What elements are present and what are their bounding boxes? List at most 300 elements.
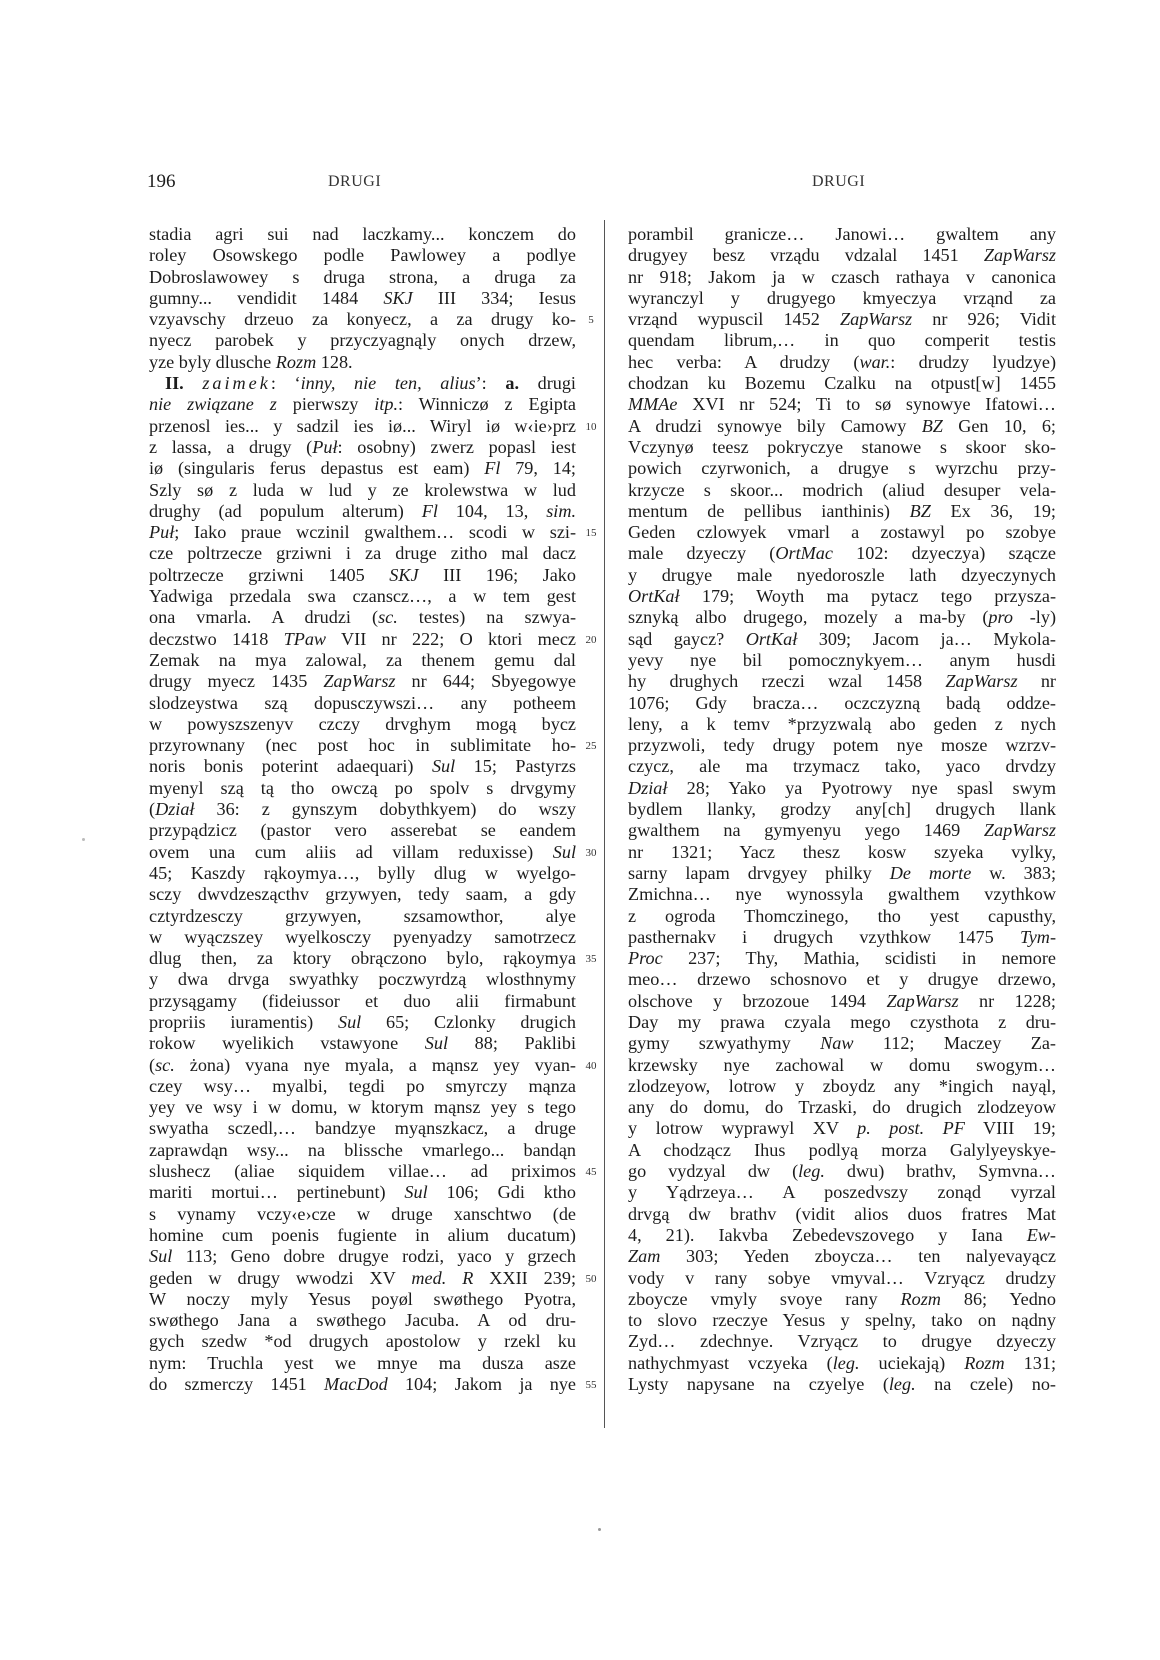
text-line	[628, 1204, 1056, 1225]
text-line	[628, 543, 1056, 564]
italic-segment: Puł	[149, 522, 175, 543]
text-line	[149, 1097, 576, 1118]
italic-segment: Tym-	[1019, 926, 1056, 947]
italic-segment: ZapWarsz	[983, 820, 1056, 841]
text-segment: zboycze vmyly svoye rany	[628, 1288, 901, 1309]
text-segment: s vynamy vczy‹e›cze w druge xanschtwo (de	[149, 1203, 576, 1224]
text-line	[628, 820, 1056, 841]
text-line	[149, 480, 576, 501]
text-segment: nr 918; Jakom ja w czasch rathaya v canonica	[628, 266, 1056, 287]
italic-segment: OrtKał	[628, 586, 680, 607]
running-head-right: DRUGI	[812, 173, 866, 190]
text-segment: drughy (ad populum alterum)	[149, 500, 422, 521]
text-line	[149, 1268, 576, 1289]
text-segment: : ‘	[270, 373, 301, 394]
text-segment: żona) vyana nye myala, a mąnsz yey vyan-	[174, 1054, 576, 1075]
text-line	[628, 480, 1056, 501]
text-line	[628, 671, 1056, 692]
text-segment: y lotrow wyprawyl XV	[628, 1118, 858, 1139]
text-segment: homine cum poenis fugiente in alium ducatum)	[149, 1224, 576, 1245]
text-segment: sąd gaycz?	[628, 628, 746, 649]
text-segment: 45; Kaszdy rąkoymya…, byllу dlug w wyelgo-	[149, 862, 576, 883]
text-line	[149, 735, 576, 756]
italic-segment: med. R	[411, 1267, 474, 1288]
italic-segment: leg.	[832, 1352, 860, 1373]
text-line	[149, 1118, 576, 1139]
text-segment: przysągamy (fideiussor et duo alii firmabunt	[149, 990, 576, 1011]
text-line	[149, 778, 576, 799]
text-line	[149, 394, 576, 415]
text-line	[628, 1055, 1056, 1076]
text-segment: 4, 21). Iakvba Zebedevszovego y Iana	[628, 1224, 1027, 1245]
text-line	[628, 1033, 1056, 1054]
text-segment: 179; Woyth ma pytacz tego przysza-	[679, 586, 1056, 607]
text-line	[628, 267, 1056, 288]
text-line	[149, 799, 576, 820]
text-segment: pierwszy	[276, 394, 375, 415]
text-segment	[184, 373, 203, 393]
text-segment: slodzeystwa szą dopusczywszi… any potheem	[149, 692, 576, 713]
bold-segment: a.	[505, 373, 519, 394]
text-line	[628, 1268, 1056, 1289]
text-line	[628, 778, 1056, 799]
text-segment: vzyavschy drzeuo za konyecz, a za drugy ko-	[149, 309, 576, 330]
text-segment: -ly)	[1013, 607, 1056, 628]
text-segment: gumny... vendidit 1484	[149, 287, 384, 308]
text-segment: geden w drugy wwodzi XV	[149, 1267, 412, 1288]
text-line	[628, 1353, 1056, 1374]
text-segment: mariti mortui… pertinebunt)	[149, 1182, 405, 1203]
text-segment: w powyszszenyv czczy drvghym mogą bycz	[149, 713, 576, 734]
text-segment: ona vmarla. A drudzi (	[149, 607, 379, 628]
italic-segment: Rozm	[900, 1288, 941, 1309]
line-number: 40	[585, 1059, 597, 1072]
text-line	[149, 756, 576, 777]
line-number: 30	[585, 846, 597, 859]
text-segment: nr 1321; Yacz thesz kosw szyeka vylky,	[628, 841, 1056, 862]
italic-segment: TPaw	[283, 628, 327, 649]
text-line	[628, 1182, 1056, 1203]
text-line	[149, 1033, 576, 1054]
italic-segment: war.	[859, 351, 891, 372]
text-segment: gymy szwyathymy	[628, 1033, 821, 1054]
text-segment: przyzwoli, tedy drugy potem nye mosze wzrzv-	[628, 735, 1056, 756]
text-segment: sczy dwvdzeszącthv grzywyen, tedy saam, a gdy	[149, 884, 576, 905]
text-segment: Ex 36, 19;	[930, 500, 1056, 521]
text-segment: gych szedw *od drugych apostolow y rzekl ku	[149, 1331, 576, 1352]
text-line	[149, 1353, 576, 1374]
text-line	[628, 1331, 1056, 1352]
italic-segment: pro	[988, 607, 1014, 628]
text-line	[149, 437, 576, 458]
text-line	[628, 1161, 1056, 1182]
text-segment: VII nr 222; O ktori mecz	[326, 628, 576, 649]
text-segment: Geden czlowyek vmarl a zostawyl po szobye	[628, 522, 1056, 543]
text-segment: Vczynyø teesz pokryczye stanowe s skoor sko-	[628, 436, 1056, 457]
italic-segment: leg.	[888, 1374, 916, 1395]
text-line	[628, 927, 1056, 948]
text-segment: nr	[1017, 671, 1056, 692]
line-number: 15	[585, 527, 597, 540]
text-segment: dlug then, za ktory obrączono bylo, rąkoymya	[149, 948, 576, 969]
text-segment: na czele) no-	[915, 1374, 1056, 1395]
text-segment: W noczy myly Yesus poyøl swøthego Pyotra,	[149, 1288, 576, 1309]
italic-segment: Sul	[149, 1246, 173, 1267]
italic-segment: ZapWarsz	[323, 671, 396, 692]
text-line	[149, 948, 576, 969]
italic-segment: sim.	[546, 500, 577, 521]
line-number: 45	[585, 1166, 597, 1179]
line-number: 5	[588, 314, 594, 327]
italic-segment: Sul	[431, 756, 456, 777]
text-segment: Zmichna… nye wynossyla gwalthem vzythkow	[628, 884, 1056, 905]
italic-segment: BZ	[921, 415, 943, 436]
text-line	[628, 863, 1056, 884]
italic-segment: itp.	[374, 394, 399, 415]
text-segment: hec verba: A drudzy (	[628, 351, 860, 372]
text-line	[149, 267, 576, 288]
italic-segment: nie związane z	[149, 394, 277, 415]
text-segment: go vydzyal dw (	[628, 1161, 799, 1182]
text-segment: stadia agri sui nad laczkamy... konczem do	[149, 224, 576, 244]
text-line	[149, 1310, 576, 1331]
italic-segment: OrtMac	[775, 543, 833, 564]
text-segment: Dobroslawowey s druga strona, a druga za	[149, 266, 576, 287]
text-segment: myenyl szą tą tho owczą po spolv s drvgymy	[149, 777, 576, 798]
text-line	[149, 330, 576, 351]
text-segment: porambil granicze… Janowi… gwaltem any	[628, 224, 1056, 244]
text-line	[628, 352, 1056, 373]
text-line	[628, 1310, 1056, 1331]
bold-segment: II.	[165, 373, 184, 394]
text-segment: y drugye male nyedoroszle lath dzyeczynych	[628, 564, 1056, 585]
text-segment: propriis iuramentis)	[149, 1011, 338, 1032]
text-line	[628, 586, 1056, 607]
italic-segment: Sul	[404, 1182, 428, 1203]
text-segment: 86; Yedno	[940, 1288, 1056, 1309]
text-segment: (	[149, 1054, 156, 1075]
text-line	[149, 1374, 576, 1395]
italic-segment: ZapWarsz	[945, 671, 1018, 692]
line-number: 50	[585, 1272, 597, 1285]
text-segment: (	[149, 799, 156, 820]
text-segment: quendam librum,… in quo comperit testis	[628, 330, 1056, 351]
text-line	[149, 629, 576, 650]
text-line	[628, 714, 1056, 735]
text-segment: zaprawdąn wsy... na blissche vmarlego... bandąn	[149, 1139, 576, 1160]
text-segment: w wyączszey wyelkosczy pyenyadzy samotrzecz	[149, 926, 576, 947]
text-segment: uciekają)	[859, 1352, 965, 1373]
text-segment: y dwa drvga swyathky poczwyrdzą wlosthnymy	[149, 969, 576, 990]
italic-segment: Naw	[820, 1033, 854, 1054]
italic-segment: ZapWarsz	[983, 245, 1056, 266]
text-segment: Zemak na mya zalowal, za thenem gemu dal	[149, 649, 576, 670]
text-segment: VIII 19;	[964, 1118, 1056, 1139]
line-number: 10	[585, 420, 597, 433]
italic-segment: Proc	[628, 948, 663, 969]
text-segment: Lysty napysane na czyelye (	[628, 1374, 889, 1395]
text-line	[628, 373, 1056, 394]
text-line	[628, 501, 1056, 522]
text-line	[149, 1076, 576, 1097]
text-segment: sarny lapam drvgyey philky	[628, 862, 890, 883]
text-line	[149, 1140, 576, 1161]
text-segment: male dzyeczy (	[628, 543, 776, 564]
text-line	[149, 224, 576, 245]
text-segment: 102: dzyeczya) szącze	[832, 543, 1056, 564]
italic-segment: Sul	[552, 841, 576, 862]
text-segment: testes) na szwya-	[397, 607, 577, 628]
text-segment: nr 926; Vidit	[912, 309, 1057, 330]
text-line	[149, 1289, 576, 1310]
text-segment: : drudzy lyudzye)	[890, 351, 1056, 372]
text-segment: bydlem llanky, grodzy any[ch] drugych llank	[628, 799, 1056, 820]
text-segment: 36: z gynszym dobythkyem) do wszy	[194, 799, 576, 820]
text-segment: nym: Truchla yest we mnye ma dusza asze	[149, 1352, 576, 1373]
text-line	[628, 650, 1056, 671]
text-line	[628, 522, 1056, 543]
italic-segment: OrtKał	[745, 628, 798, 649]
text-line	[149, 1055, 576, 1076]
text-segment: : osobny) zwerz popasl iest	[337, 436, 576, 457]
text-line	[628, 224, 1056, 245]
text-line	[628, 693, 1056, 714]
text-segment: Zyd… zdechnye. Vzryącz to drugye dzyeczy	[628, 1331, 1056, 1352]
text-segment: to slovo rzeczye Yesus y spelny, tako on nądny	[628, 1310, 1056, 1331]
text-line	[628, 906, 1056, 927]
text-segment: krzycze s skoor... modrich (aliud desuper vela-	[628, 479, 1056, 500]
italic-segment: SKJ	[383, 287, 413, 308]
text-line	[149, 906, 576, 927]
text-line	[149, 1182, 576, 1203]
text-segment: leny, a k temv *przyzwalą abo geden z nych	[628, 713, 1056, 734]
italic-segment: sc.	[378, 607, 398, 628]
italic-segment: Sul	[337, 1011, 362, 1032]
italic-segment: Rozm	[275, 351, 317, 372]
text-line	[628, 394, 1056, 415]
text-segment: przyrownany (nec post hoc in sublimitate ho-	[149, 735, 576, 756]
text-segment: Szly sø z luda w lud y ze krolewstwa w lud	[149, 479, 576, 500]
text-segment: wyranczyl y drugyego kmyeczya vrząnd za	[628, 287, 1056, 308]
italic-segment: sc.	[155, 1054, 175, 1075]
text-segment: vrząnd wypuscil 1452	[628, 309, 840, 330]
text-line	[149, 842, 576, 863]
text-line	[628, 1097, 1056, 1118]
text-segment: gwalthem na gymyenyu yego 1469	[628, 820, 984, 841]
text-line	[149, 416, 576, 437]
text-segment: 104; Jakom ja nye	[387, 1374, 576, 1395]
text-line	[628, 288, 1056, 309]
text-line	[149, 607, 576, 628]
text-line	[628, 1225, 1056, 1246]
text-line	[628, 1374, 1056, 1395]
text-line	[628, 1289, 1056, 1310]
text-segment: 28; Yako ya Pyotrowy nye spasl swym	[667, 777, 1056, 798]
spaced-segment: zaimek	[202, 373, 271, 394]
text-segment: rokow wyelikich vstawyone	[149, 1033, 425, 1054]
text-segment: poltrzecze grziwni 1405	[149, 564, 390, 585]
text-line	[628, 1140, 1056, 1161]
italic-segment: SKJ	[389, 564, 419, 585]
text-line	[628, 629, 1056, 650]
text-segment: w. 383;	[971, 862, 1056, 883]
text-line	[149, 543, 576, 564]
text-segment: hy drughych rzeczi wzal 1458	[628, 671, 946, 692]
text-line	[628, 756, 1056, 777]
text-line	[149, 927, 576, 948]
text-segment: any do domu, do Trzaski, do drugich zlodzeyow	[628, 1097, 1056, 1118]
text-line	[149, 522, 576, 543]
text-segment: XVI nr 524; Ti to sø synowye Ifatowi…	[677, 394, 1056, 415]
text-line	[149, 693, 576, 714]
text-line	[149, 501, 576, 522]
text-segment: cztyrdzesczy grzywyen, szsamowthor, alye	[149, 905, 576, 926]
text-segment: 65; Czlonky drugich	[361, 1011, 576, 1032]
text-segment: drugyey besz vrządu vdzalal 1451	[628, 245, 984, 266]
text-line	[149, 309, 576, 330]
text-segment: przypądzicz (pastor vero asserebat se eandem	[149, 820, 576, 841]
text-line	[149, 884, 576, 905]
text-line	[628, 1246, 1056, 1267]
text-segment: 237; Thy, Mathia, scidisti in nemore	[662, 948, 1056, 969]
text-line	[628, 565, 1056, 586]
running-head-left: DRUGI	[328, 173, 382, 190]
line-number: 25	[585, 740, 597, 753]
text-segment: yey ve wsy i w domu, w ktorym mąnsz yey s tego	[149, 1097, 576, 1118]
text-segment: swyatha sczedl,… bandzye myąnszkacz, a druge	[149, 1118, 576, 1139]
italic-segment: MMAe	[628, 394, 678, 415]
text-segment: krzewsky nye zachowal w domu swogym…	[628, 1054, 1056, 1075]
text-segment: noris bonis poterint adaequari)	[149, 756, 432, 777]
italic-segment: Zam	[628, 1246, 661, 1267]
text-line	[149, 991, 576, 1012]
italic-segment: Fl	[484, 458, 501, 479]
text-segment: olschove y brzozoue 1494	[628, 990, 887, 1011]
text-line	[149, 458, 576, 479]
text-line	[628, 330, 1056, 351]
page-number: 196	[147, 171, 176, 192]
text-segment: yevy nye bil pomocznykyem… anym husdi	[628, 649, 1056, 670]
italic-segment: Ew-	[1026, 1224, 1056, 1245]
italic-segment: ZapWarsz	[839, 309, 913, 330]
text-segment: y Yądrzeya… A poszedvszy zonąd vyrzal	[628, 1182, 1056, 1203]
italic-segment: Sul	[424, 1033, 449, 1054]
text-segment: nr 1228;	[958, 990, 1056, 1011]
text-segment: drvgą dw brathv (vidit alios duos fratres Mat	[628, 1203, 1056, 1224]
italic-segment: ZapWarsz	[886, 990, 959, 1011]
text-line	[149, 586, 576, 607]
text-segment: swøthego Jana a swøthego Jacuba. A od dru-	[149, 1310, 576, 1331]
text-segment: 104, 13,	[437, 500, 547, 521]
text-line	[628, 842, 1056, 863]
text-line	[149, 820, 576, 841]
text-segment: ; Iako praue wczinil gwalthem… scodi w szi-	[174, 522, 576, 543]
text-line	[149, 288, 576, 309]
line-number: 55	[585, 1379, 597, 1392]
left-column	[149, 224, 576, 1395]
italic-segment: inny, nie ten, alius	[300, 373, 476, 394]
text-segment: roley Osowskego podle Pawlowey a podlye	[149, 245, 576, 266]
text-segment: 303; Yeden zboycza… ten nalyevayącz	[660, 1246, 1056, 1267]
text-segment: slushecz (aliae siquidem villae… ad priximos	[149, 1161, 576, 1182]
text-segment: III 334; Iesus	[412, 287, 576, 308]
text-segment: yze byly dlusche	[149, 351, 276, 372]
text-segment: nathychmyast vczyeka (	[628, 1352, 833, 1373]
text-segment: 128.	[316, 351, 353, 372]
text-line	[149, 714, 576, 735]
text-segment: XXII 239;	[473, 1267, 576, 1288]
text-segment: pasthernakv i drugych vzythkow 1475	[628, 926, 1020, 947]
text-segment: czey wsy… myalbi, tegdi po smyrczy mąnza	[149, 1075, 576, 1096]
text-line	[149, 1012, 576, 1033]
text-line	[149, 352, 576, 373]
italic-segment: Puł	[312, 436, 338, 457]
text-line	[149, 1225, 576, 1246]
text-line	[628, 1012, 1056, 1033]
text-line	[149, 1161, 576, 1182]
text-segment: nr 644; Sbyegowye	[395, 671, 576, 692]
text-line	[628, 245, 1056, 266]
text-segment: 88; Paklibi	[448, 1033, 576, 1054]
text-segment: 112; Maczey Za-	[853, 1033, 1056, 1054]
text-segment: chodzan ku Bozemu Czalku na otpust[w] 1455	[628, 373, 1056, 394]
italic-segment: leg.	[798, 1161, 825, 1182]
text-line	[149, 245, 576, 266]
text-line	[628, 416, 1056, 437]
text-segment: powich czyrwonich, a drugye s wyrzchu przy-	[628, 458, 1056, 479]
text-line	[628, 437, 1056, 458]
text-line	[149, 969, 576, 990]
italic-segment: p. post. PF	[857, 1118, 965, 1139]
italic-segment: Fl	[421, 500, 438, 521]
text-segment: 15; Pastyrzs	[455, 756, 576, 777]
text-line	[149, 671, 576, 692]
text-segment: Gen 10, 6;	[942, 415, 1056, 436]
text-line	[628, 458, 1056, 479]
text-line	[149, 373, 576, 394]
line-number: 20	[585, 633, 597, 646]
text-segment: A drudzi synowye bily Camowy	[628, 415, 922, 436]
column-divider	[604, 220, 605, 1428]
text-segment: A chodząсz Ihus podlyą morza Galylyeyskye-	[628, 1139, 1056, 1160]
text-segment: 309; Jacom ja… Mykola-	[797, 628, 1056, 649]
italic-segment: MacDod	[324, 1374, 388, 1395]
text-segment: cze poltrzecze grziwni i za druge zitho mal dacz	[149, 543, 576, 564]
text-segment: mentum de pellibus ianthinis)	[628, 500, 910, 521]
text-segment: iø (singularis ferus depastus est eam)	[149, 458, 485, 479]
text-segment: 1076; Gdy bracza… oczczyzną badą oddze-	[628, 692, 1056, 713]
italic-segment: Rozm	[964, 1352, 1005, 1373]
text-line	[628, 607, 1056, 628]
text-segment: III 196; Jako	[418, 564, 576, 585]
text-segment: z ogroda Thomczinego, tho yest capusthy,	[628, 905, 1056, 926]
text-segment: czycz, ale ma trzymacz tako, yaco drvdzy	[628, 756, 1056, 777]
text-segment: 79, 14;	[500, 458, 576, 479]
text-segment: 131;	[1004, 1352, 1056, 1373]
text-segment: vody v rany sobye vmyval… Vzryącz drudzy	[628, 1267, 1056, 1288]
text-segment: meo… drzewo schosnovo et y drugye drzewo,	[628, 969, 1056, 990]
text-line	[628, 991, 1056, 1012]
text-line	[149, 863, 576, 884]
text-segment: Yadwiga przedala swa czanscz…, a w tem gest	[149, 586, 576, 607]
italic-segment: BZ	[909, 500, 931, 521]
text-line	[628, 799, 1056, 820]
text-segment: z lassa, a drugy (	[149, 436, 313, 457]
text-line	[628, 309, 1056, 330]
italic-segment: Dział	[628, 777, 668, 798]
text-line	[149, 1331, 576, 1352]
text-segment: zlodzeyow, lotrow y zboydz any *ingich nayąl,	[628, 1075, 1056, 1096]
